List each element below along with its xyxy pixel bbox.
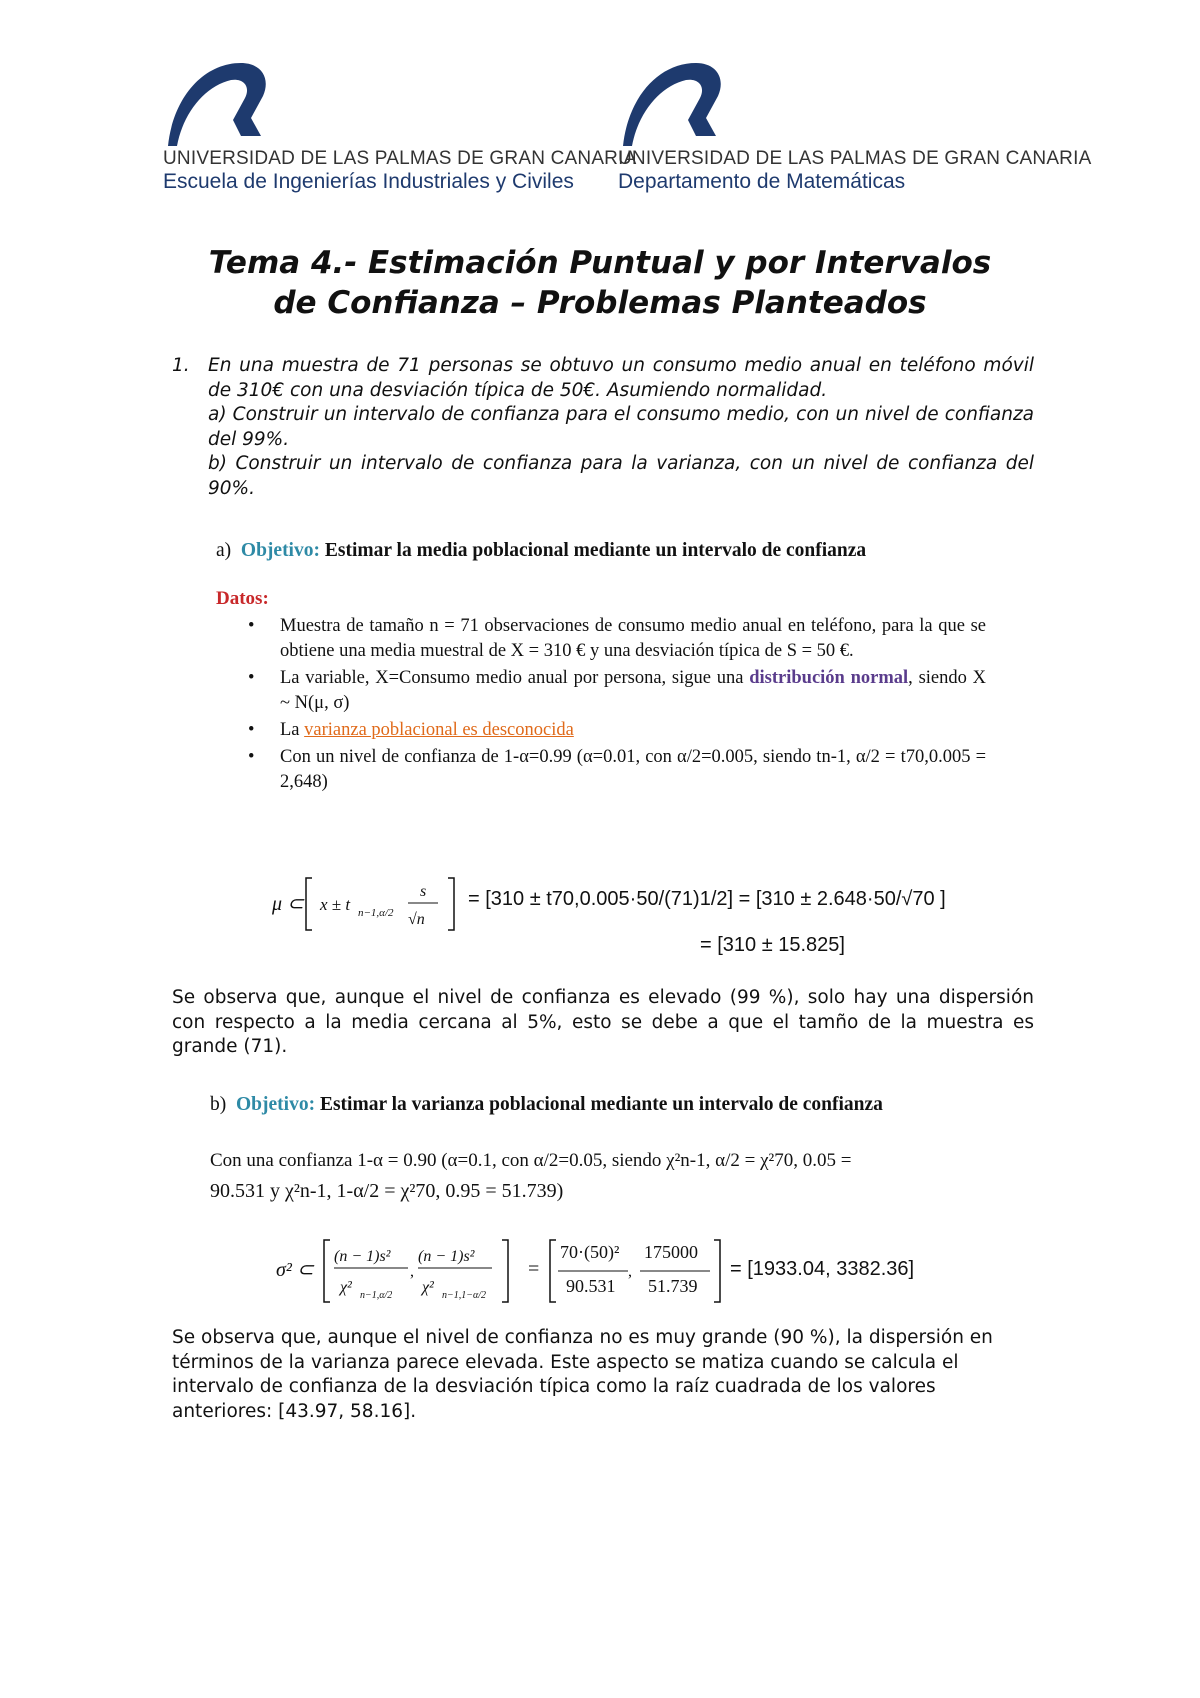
title-line1: Tema 4.- Estimación Puntual y por Intervalos [208, 245, 992, 281]
problem-part-a: a) Construir un intervalo de confianza para el consumo medio, con un nivel de confianza del 99%. [208, 404, 1034, 450]
logo-right-line2: Departamento de Matemáticas [618, 170, 906, 193]
variance-interval-formula-icon [274, 1236, 524, 1306]
bullet2-pre: La variable, X=Consumo medio anual por persona, sigue una [280, 668, 744, 688]
equals-sign: = [528, 1258, 540, 1280]
section-b-heading [210, 1094, 883, 1116]
svg-text:n−1,α/2: n−1,α/2 [358, 907, 394, 919]
list-item [246, 718, 986, 743]
svg-text:(n − 1)s²: (n − 1)s² [418, 1248, 475, 1265]
svg-text:μ ⊂: μ ⊂ [272, 893, 304, 915]
confidence-line1: Con una confianza 1-α = 0.90 (α=0.1, con α/2=0.05, siendo χ²n-1, α/2 = χ²70, 0.05 = [210, 1150, 852, 1171]
university-logo-right [618, 58, 1091, 194]
mean-interval-formula-icon [270, 872, 470, 934]
section-b-objetivo: Objetivo: [236, 1094, 316, 1115]
logo-left-line2: Escuela de Ingenierías Industriales y Civiles [163, 170, 574, 193]
svg-text:,: , [410, 1263, 414, 1280]
formula-b-result: = [1933.04, 3382.36] [730, 1258, 915, 1280]
list-item [246, 745, 986, 795]
bullet4-text: Con un nivel de confianza de 1-α=0.99 (α=0.01, con α/2=0.005, siendo tn-1, α/2 = t70,0.005 = 2,648) [280, 747, 986, 792]
fraction2-denominator: 51.739 [648, 1276, 698, 1296]
problem-text: En una muestra de 71 personas se obtuvo un consumo medio anual en teléfono móvil de 310€ con una desviación típica de 50€. Asumiendo normalidad. [208, 355, 1034, 401]
formula-a-line2: = [310 ± 15.825] [700, 934, 845, 956]
section-a-text: Estimar la media poblacional mediante un intervalo de confianza [324, 540, 867, 561]
logo-left-line1: UNIVERSIDAD DE LAS PALMAS DE GRAN CANARIA [163, 148, 637, 169]
university-logo-left [163, 58, 636, 194]
bullet3-pre: La [280, 720, 300, 740]
datos-label: Datos: [216, 588, 269, 609]
datos-list [246, 614, 986, 797]
bullet2-link: distribución normal [749, 668, 909, 688]
formula-b-lhs [274, 1236, 524, 1311]
problem-statement [172, 354, 1034, 502]
conclusion-b: Se observa que, aunque el nivel de confianza no es muy grande (90 %), la dispersión en términos de la varianza parece elevada. Este aspecto se matiza cuando se calcula el intervalo de confianza de la desviación típica como la raíz cuadrada de los valores anteriores: [43.97, 58.16]. [172, 1327, 993, 1422]
ulpgc-emblem-icon [618, 58, 728, 148]
svg-text:√n: √n [408, 911, 425, 928]
list-item [246, 614, 986, 664]
problem-number: 1. [172, 355, 190, 376]
fraction1-denominator: 90.531 [566, 1276, 616, 1296]
section-b-text: Estimar la varianza poblacional mediante un intervalo de confianza [319, 1094, 883, 1115]
svg-text:σ² ⊂: σ² ⊂ [276, 1259, 314, 1281]
svg-text:χ²: χ² [422, 1279, 434, 1296]
ulpgc-emblem-icon [163, 58, 273, 148]
formula-a-line1: = [310 ± t70,0.005·50/(71)1/2] = [310 ± 2.648·50/√70 ] [468, 888, 946, 910]
list-item [246, 666, 986, 716]
svg-text:n−1,1−α/2: n−1,1−α/2 [442, 1290, 487, 1301]
svg-text:χ²: χ² [340, 1279, 352, 1296]
section-a-heading [216, 540, 866, 562]
bullet1-text: Muestra de tamaño n = 71 observaciones de consumo medio anual en teléfono, para la que se obtiene una media muestral de X = 310 € y una desviación típica de S = 50 €. [280, 616, 986, 661]
svg-text:,: , [628, 1263, 632, 1280]
bullet2-post: , siendo X ~ N(μ, σ) [280, 668, 986, 713]
section-a-label: a) [216, 540, 232, 561]
logo-right-line1: UNIVERSIDAD DE LAS PALMAS DE GRAN CANARIA [618, 148, 1092, 169]
svg-text:(n − 1)s²: (n − 1)s² [334, 1248, 391, 1265]
section-a-objetivo: Objetivo: [240, 540, 320, 561]
problem-part-b: b) Construir un intervalo de confianza para la varianza, con un nivel de confianza del 90%. [208, 453, 1034, 499]
conclusion-a: Se observa que, aunque el nivel de confianza es elevado (99 %), solo hay una dispersión con respecto a la media cercana al 5%, esto se debe a que el tamño de la muestra es grande (71). [172, 987, 1034, 1057]
formula-b-middle [548, 1236, 724, 1306]
section-b-label: b) [210, 1094, 227, 1115]
formula-a-lhs [270, 872, 470, 939]
title-line2: de Confianza – Problemas Planteados [273, 285, 927, 321]
svg-text:n−1,α/2: n−1,α/2 [360, 1290, 393, 1301]
fraction1-numerator: 70·(50)² [560, 1242, 620, 1262]
page-title [0, 243, 1200, 323]
svg-text:x ± t: x ± t [320, 895, 351, 914]
bullet3-link: varianza poblacional es desconocida [304, 720, 574, 740]
svg-text:s: s [420, 883, 427, 900]
confidence-line2: 90.531 y χ²n-1, 1-α/2 = χ²70, 0.95 = 51.739) [210, 1180, 564, 1202]
fraction2-numerator: 175000 [644, 1242, 698, 1262]
